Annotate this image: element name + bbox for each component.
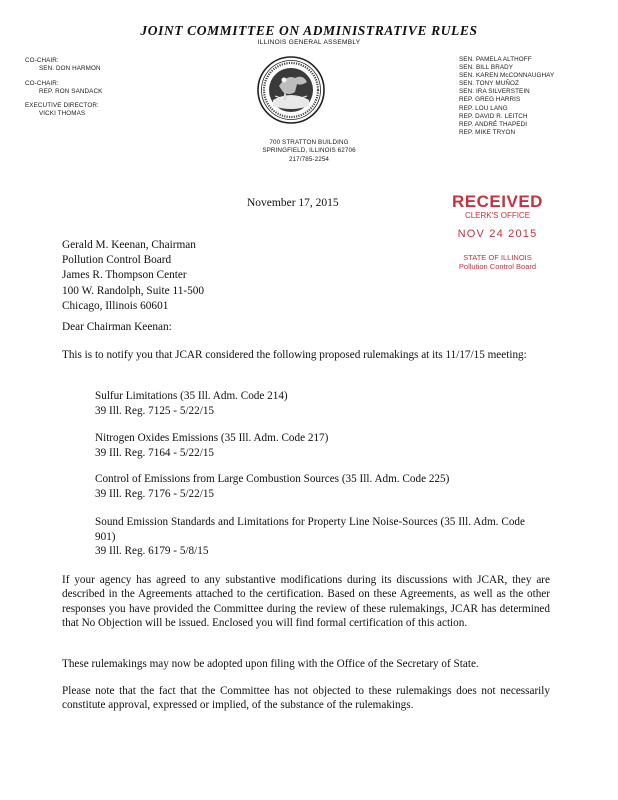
recipient-line: 100 W. Randolph, Suite 11-500: [62, 284, 205, 297]
rulemaking-reg: 39 Ill. Reg. 7125 - 5/22/15: [95, 404, 215, 417]
member-name: SEN. IRA SILVERSTEIN: [459, 88, 530, 96]
rulemaking-name: Nitrogen Oxides Emissions (35 Ill. Adm. Code 217): [95, 432, 329, 444]
rulemaking-item: [95, 472, 525, 501]
member-name: SEN. PAMELA ALTHOFF: [459, 56, 532, 63]
stamp-office: CLERK'S OFFICE: [464, 211, 531, 220]
member-name: REP. LOU LANG: [459, 104, 508, 112]
officers-list: [25, 57, 102, 119]
state-seal-icon: [257, 56, 325, 124]
officer-name: REP. RON SANDACK: [39, 87, 103, 95]
address-line: 217/785-2254: [288, 155, 330, 163]
committee-address: [0, 139, 618, 164]
rulemaking-name: Control of Emissions from Large Combustion Sources (35 Ill. Adm. Code 225): [95, 473, 450, 485]
stamp-state: STATE OF ILLINOIS: [463, 253, 532, 262]
recipient-line: James R. Thompson Center: [62, 269, 187, 282]
member-name: SEN. BILL BRADY: [459, 64, 514, 72]
received-stamp: [430, 192, 565, 271]
officer-name: SEN. DON HARMON: [39, 65, 101, 73]
rulemaking-reg: 39 Ill. Reg. 6179 - 5/8/15: [95, 545, 209, 558]
address-line: 700 STRATTON BUILDING: [269, 139, 349, 146]
agreements-paragraph: If your agency has agreed to any substantive modifications during its discussions with JCAR, they are described in the Agreements attached to the certification. Based on these Agreements, as well as the other responses you have provided the Committee during the review of these rulemakings, JCAR has determined that No Objection will be issued. Enclosed you will find formal certification of this action.: [62, 574, 550, 629]
disclaimer-paragraph: Please note that the fact that the Committee has not objected to these rulemakings does not necessarily constitute approval, expressed or implied, of the substance of the rulemakings.: [62, 685, 550, 712]
member-name: SEN. KAREN McCONNAUGHAY: [459, 72, 555, 80]
intro-paragraph: This is to notify you that JCAR considered the following proposed rulemakings at its 11/17/15 meeting:: [62, 349, 527, 361]
member-name: REP. ANDRÉ THAPEDI: [459, 120, 528, 128]
recipient-address: [62, 238, 204, 314]
member-name: REP. DAVID R. LEITCH: [459, 112, 528, 120]
rulemaking-reg: 39 Ill. Reg. 7164 - 5/22/15: [95, 446, 215, 459]
stamp-received: RECEIVED: [452, 192, 543, 211]
committee-title: JOINT COMMITTEE ON ADMINISTRATIVE RULES: [140, 23, 478, 38]
members-list: [459, 56, 554, 137]
rulemaking-item: [95, 515, 525, 559]
rulemaking-name: Sound Emission Standards and Limitations for Property Line Noise-Sources (35 Ill. Adm. Code 901): [95, 516, 525, 543]
officer-role: CO-CHAIR:: [25, 79, 59, 87]
letter-date: November 17, 2015: [247, 197, 339, 209]
recipient-line: Chicago, Illinois 60601: [62, 299, 169, 312]
rulemaking-item: [95, 389, 525, 418]
salutation: Dear Chairman Keenan:: [62, 321, 172, 333]
rulemaking-reg: 39 Ill. Reg. 7176 - 5/22/15: [95, 487, 215, 500]
officer-name: VICKI THOMAS: [39, 110, 86, 118]
member-name: REP. GREG HARRIS: [459, 96, 521, 104]
officer-role: CO-CHAIR:: [25, 57, 59, 64]
adoption-paragraph: These rulemakings may now be adopted upon filing with the Office of the Secretary of State.: [62, 658, 479, 670]
rulemaking-item: [95, 431, 525, 460]
officer-role: EXECUTIVE DIRECTOR:: [25, 102, 99, 110]
stamp-date: NOV 24 2015: [457, 228, 538, 240]
rulemaking-name: Sulfur Limitations (35 Ill. Adm. Code 214): [95, 390, 288, 402]
member-name: SEN. TONY MUÑOZ: [459, 80, 519, 88]
assembly-subtitle: ILLINOIS GENERAL ASSEMBLY: [257, 39, 361, 46]
stamp-board: Pollution Control Board: [458, 262, 537, 271]
recipient-line: Gerald M. Keenan, Chairman: [62, 239, 196, 251]
recipient-line: Pollution Control Board: [62, 254, 172, 267]
address-line: SPRINGFIELD, ILLINOIS 62706: [262, 147, 356, 155]
member-name: REP. MIKE TRYON: [459, 128, 516, 136]
